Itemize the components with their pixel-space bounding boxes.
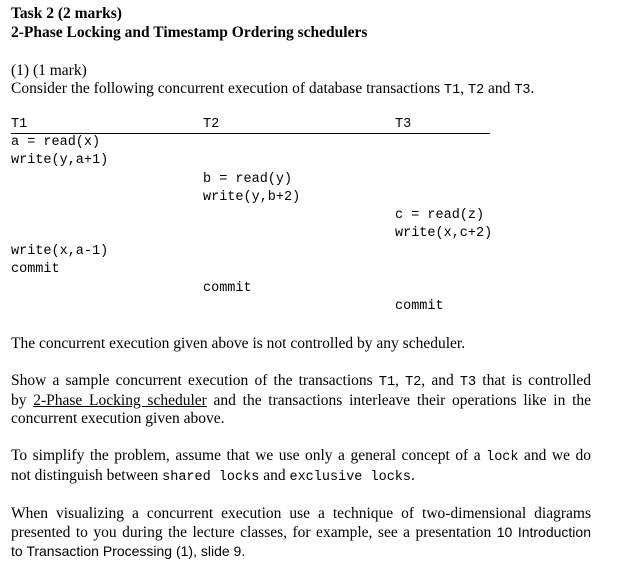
question-intro xyxy=(11,80,534,98)
paragraph-not-controlled: The concurrent execution given above is not controlled by any scheduler. xyxy=(11,335,466,352)
column-header-t1: T1 xyxy=(11,117,28,132)
paragraph-line: When visualizing a concurrent execution use a technique of two-dimensional diagrams xyxy=(11,505,591,522)
transaction-t3: T3 xyxy=(514,83,531,98)
transaction-t2: T2 xyxy=(467,83,485,98)
transaction-t2: T2 xyxy=(405,375,422,390)
operation-t1: commit xyxy=(11,262,60,277)
operation-t3: commit xyxy=(395,299,444,314)
lock-term: lock xyxy=(486,450,519,465)
transaction-t3: T3 xyxy=(459,375,477,390)
presentation-reference: 10 Introduction xyxy=(496,524,591,540)
presentation-reference-cont: to Transaction Processing (1), slide 9. xyxy=(11,543,246,559)
header-divider xyxy=(11,133,490,134)
column-header-t2: T2 xyxy=(203,117,220,132)
column-header-t3: T3 xyxy=(395,117,412,132)
shared-locks-term: shared locks xyxy=(162,470,260,485)
paragraph-line: by 2-Phase Locking scheduler and the transactions interleave their operations like in the xyxy=(11,392,592,409)
paragraph-line: not distinguish between shared locks and exclusive locks. xyxy=(11,467,415,485)
intro-period: . xyxy=(530,80,535,97)
paragraph-line: Show a sample concurrent execution of the transactions T1, T2, and T3 that is controlled xyxy=(11,372,592,390)
paragraph-line: presented to you during the lecture classes, for example, see a presentation 10 Introduction xyxy=(11,524,591,541)
exclusive-locks-term: exclusive locks xyxy=(289,470,412,485)
operation-t2: b = read(y) xyxy=(203,172,293,187)
transaction-t1: T1 xyxy=(444,83,461,98)
operation-t1: a = read(x) xyxy=(11,135,101,150)
paragraph-simplify xyxy=(11,447,591,487)
intro-and: and xyxy=(484,80,515,97)
operation-t1: write(x,a-1) xyxy=(11,244,109,259)
operation-t3: c = read(z) xyxy=(395,208,485,223)
intro-text: Consider the following concurrent execution of database transactions xyxy=(11,80,445,97)
operation-t2: commit xyxy=(203,281,252,296)
transaction-t1: T1 xyxy=(378,375,396,390)
question-number: (1) (1 mark) xyxy=(11,62,87,79)
task-title: Task 2 (2 marks) xyxy=(11,5,122,22)
paragraph-line: To simplify the problem, assume that we use only a general concept of a lock and we do xyxy=(11,447,591,465)
paragraph-line: concurrent execution given above. xyxy=(11,410,225,427)
operation-t3: write(x,c+2) xyxy=(395,226,493,241)
paragraph-instructions xyxy=(11,372,591,428)
operation-t1: write(y,a+1) xyxy=(11,153,109,168)
intro-sep: , xyxy=(460,80,468,97)
task-subtitle: 2-Phase Locking and Timestamp Ordering schedulers xyxy=(11,24,368,41)
operation-t2: write(y,b+2) xyxy=(203,190,301,205)
2pl-scheduler-term: 2-Phase Locking scheduler xyxy=(33,392,207,409)
paragraph-visualizing xyxy=(11,505,591,560)
